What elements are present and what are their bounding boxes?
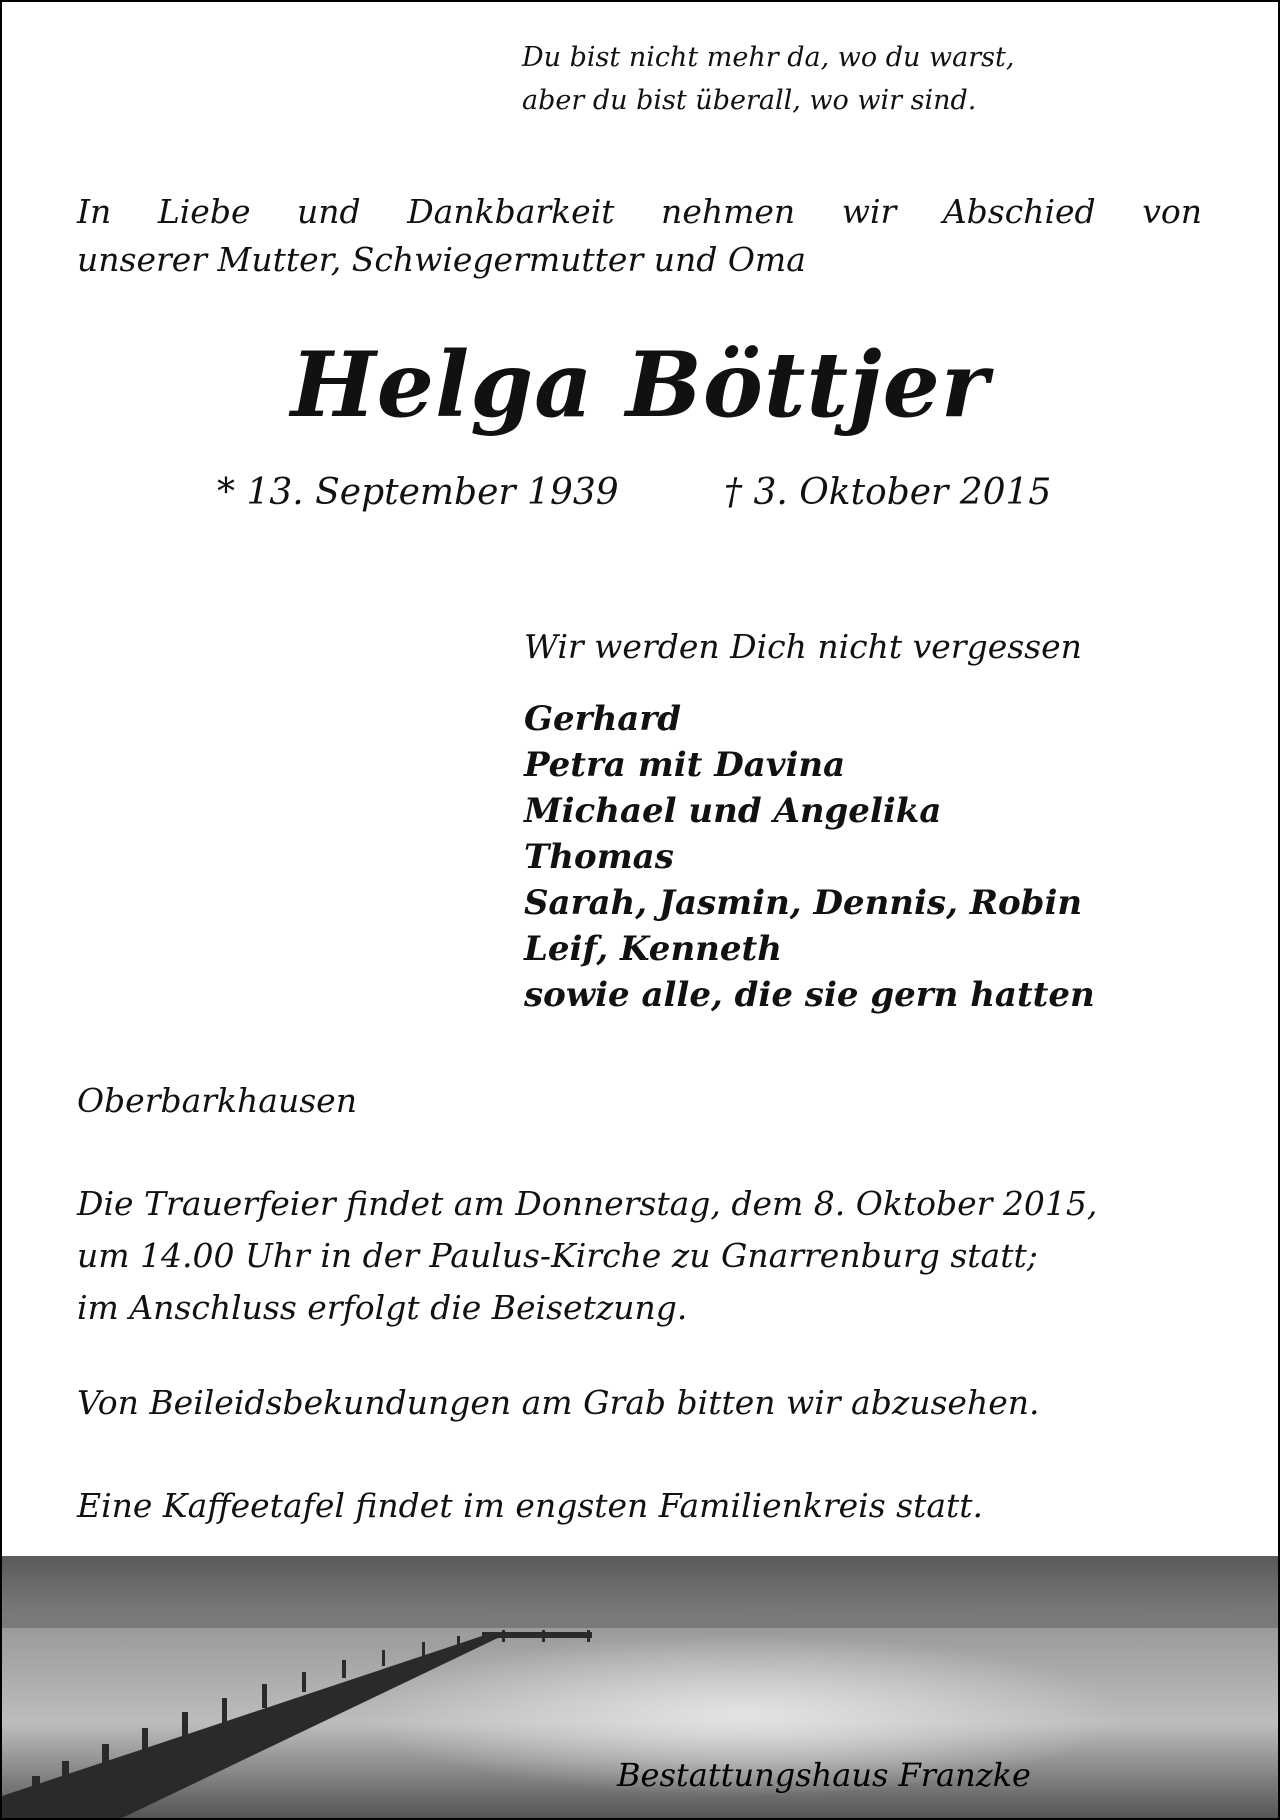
birth-date: * 13. September 1939 bbox=[217, 472, 619, 513]
ceremony-line-3: im Anschluss erfolgt die Beisetzung. bbox=[77, 1288, 688, 1327]
motto-line-1: Du bist nicht mehr da, wo du warst, bbox=[522, 42, 1015, 73]
mourner-item: Sarah, Jasmin, Dennis, Robin bbox=[524, 883, 1083, 923]
mourner-item: sowie alle, die sie gern hatten bbox=[524, 975, 1095, 1015]
ceremony-line-1: Die Trauerfeier findet am Donnerstag, dem 8. Oktober 2015, bbox=[77, 1184, 1098, 1223]
ceremony-line-2: um 14.00 Uhr in der Paulus-Kirche zu Gnarrenburg statt; bbox=[77, 1236, 1038, 1275]
mourners-list bbox=[524, 696, 1095, 1018]
mourner-item: Gerhard bbox=[524, 699, 682, 739]
remembrance-line: Wir werden Dich nicht vergessen bbox=[524, 627, 1082, 666]
intro-line-1: In Liebe und Dankbarkeit nehmen wir Abschied von bbox=[77, 192, 1202, 231]
motto-quote bbox=[522, 36, 1014, 122]
ceremony-info bbox=[77, 1178, 1237, 1334]
mourner-item: Thomas bbox=[524, 837, 674, 877]
place-name: Oberbarkhausen bbox=[77, 1081, 357, 1120]
intro-text bbox=[77, 188, 1202, 284]
coffee-note: Eine Kaffeetafel findet im engsten Familienkreis statt. bbox=[77, 1486, 984, 1525]
death-date: † 3. Oktober 2015 bbox=[724, 472, 1052, 513]
condolence-note: Von Beileidsbekundungen am Grab bitten wir abzusehen. bbox=[77, 1383, 1040, 1422]
motto-line-2: aber du bist überall, wo wir sind. bbox=[522, 85, 977, 116]
deceased-name: Helga Böttjer bbox=[290, 332, 990, 438]
intro-line-2: unserer Mutter, Schwiegermutter und Oma bbox=[77, 240, 806, 279]
mourner-item: Michael und Angelika bbox=[524, 791, 942, 831]
mourner-item: Leif, Kenneth bbox=[524, 929, 782, 969]
funeral-home-name: Bestattungshaus Franzke bbox=[617, 1756, 1031, 1794]
mourner-item: Petra mit Davina bbox=[524, 745, 846, 785]
